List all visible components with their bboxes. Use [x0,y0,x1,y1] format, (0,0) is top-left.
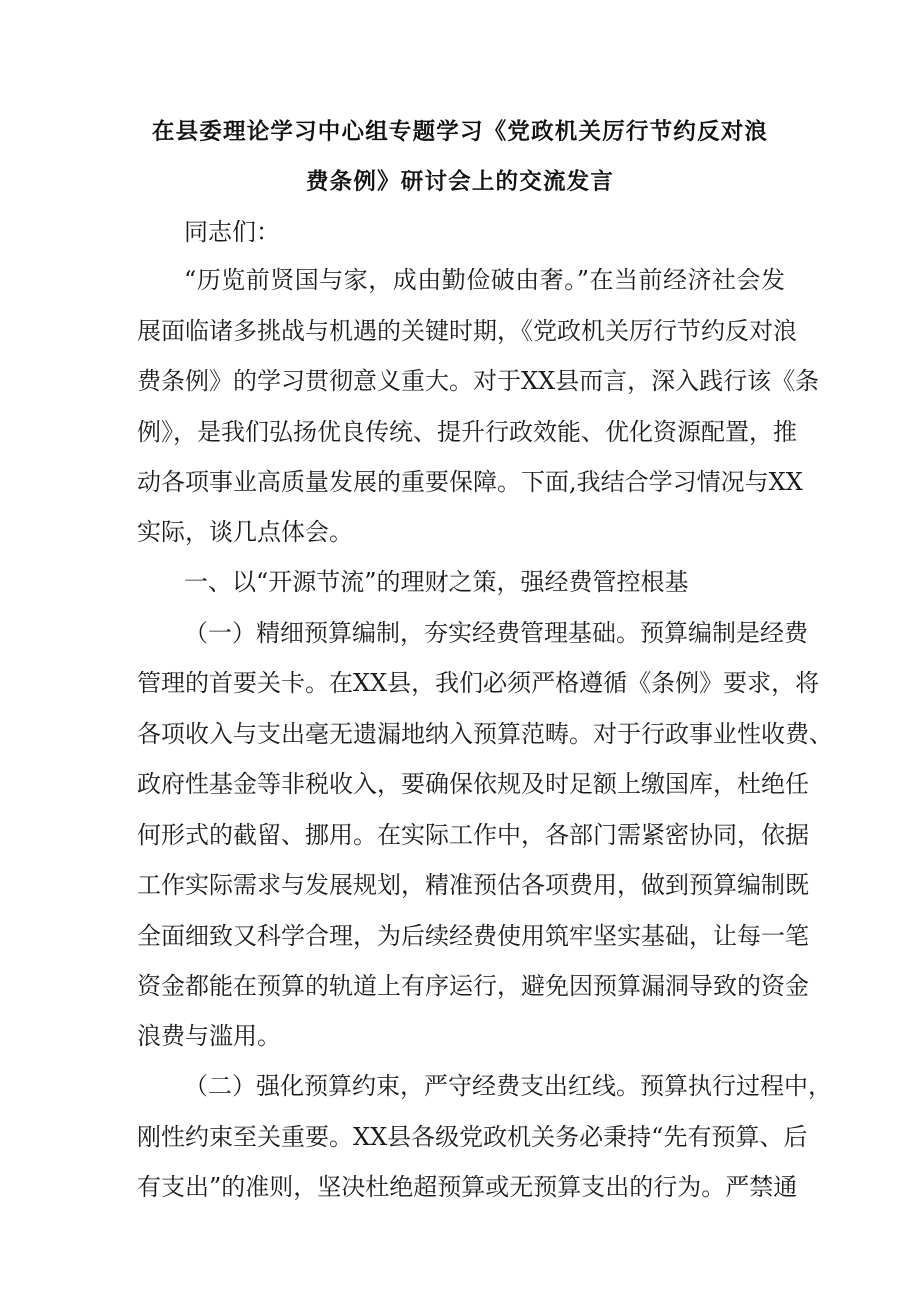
subsection-2-line: 刚性约束至关重要。XX县各级党政机关务必秉持“先有预算、后 [137,1123,808,1151]
intro-line: “历览前贤国与家，成由勤俭破由奢。”在当前经济社会发 [184,266,785,294]
subsection-2-line: （二）强化预算约束，严守经费支出红线。预算执行过程中， [184,1072,832,1100]
subsection-1-line: （一）精细预算编制，夯实经费管理基础。预算编制是经费 [184,619,808,647]
subsection-1-line: 全面细致又科学合理，为后续经费使用筑牢坚实基础，让每一笔 [137,922,809,950]
subsection-1-line: 何形式的截留、挪用。在实际工作中，各部门需紧密协同，依据 [137,821,809,849]
subsection-2-line: 有支出”的准则，坚决杜绝超预算或无预算支出的行为。严禁通 [137,1173,798,1201]
intro-line: 实际，谈几点体会。 [137,518,353,546]
subsection-1-line: 政府性基金等非税收入，要确保依规及时足额上缴国库，杜绝任 [137,770,809,798]
intro-line: 费条例》的学习贯彻意义重大。对于XX县而言，深入践行该《条 [137,367,820,395]
document-title-line-2: 费条例》研讨会上的交流发言 [305,169,615,195]
intro-line: 例》，是我们弘扬优良传统、提升行政效能、优化资源配置，推 [137,418,797,446]
document-title-line-1: 在县委理论学习中心组专题学习《党政机关厉行节约反对浪 [151,119,769,145]
subsection-1-line: 各项收入与支出毫无遗漏地纳入预算范畴。对于行政事业性收费、 [137,720,833,748]
subsection-1-line: 管理的首要关卡。在XX县，我们必须严格遵循《条例》要求，将 [137,669,820,697]
intro-line: 动各项事业高质量发展的重要保障。下面,我结合学习情况与XX [137,468,803,496]
section-heading-1: 一、以“开源节流”的理财之策，强经费管控根基 [184,568,689,596]
salutation: 同志们： [184,218,280,246]
subsection-1-line: 资金都能在预算的轨道上有序运行，避免因预算漏洞导致的资金 [137,972,809,1000]
subsection-1-line: 工作实际需求与发展规划，精准预估各项费用，做到预算编制既 [137,871,809,899]
intro-line: 展面临诸多挑战与机遇的关键时期，《党政机关厉行节约反对浪 [137,317,797,345]
subsection-1-line: 浪费与滥用。 [137,1022,281,1050]
